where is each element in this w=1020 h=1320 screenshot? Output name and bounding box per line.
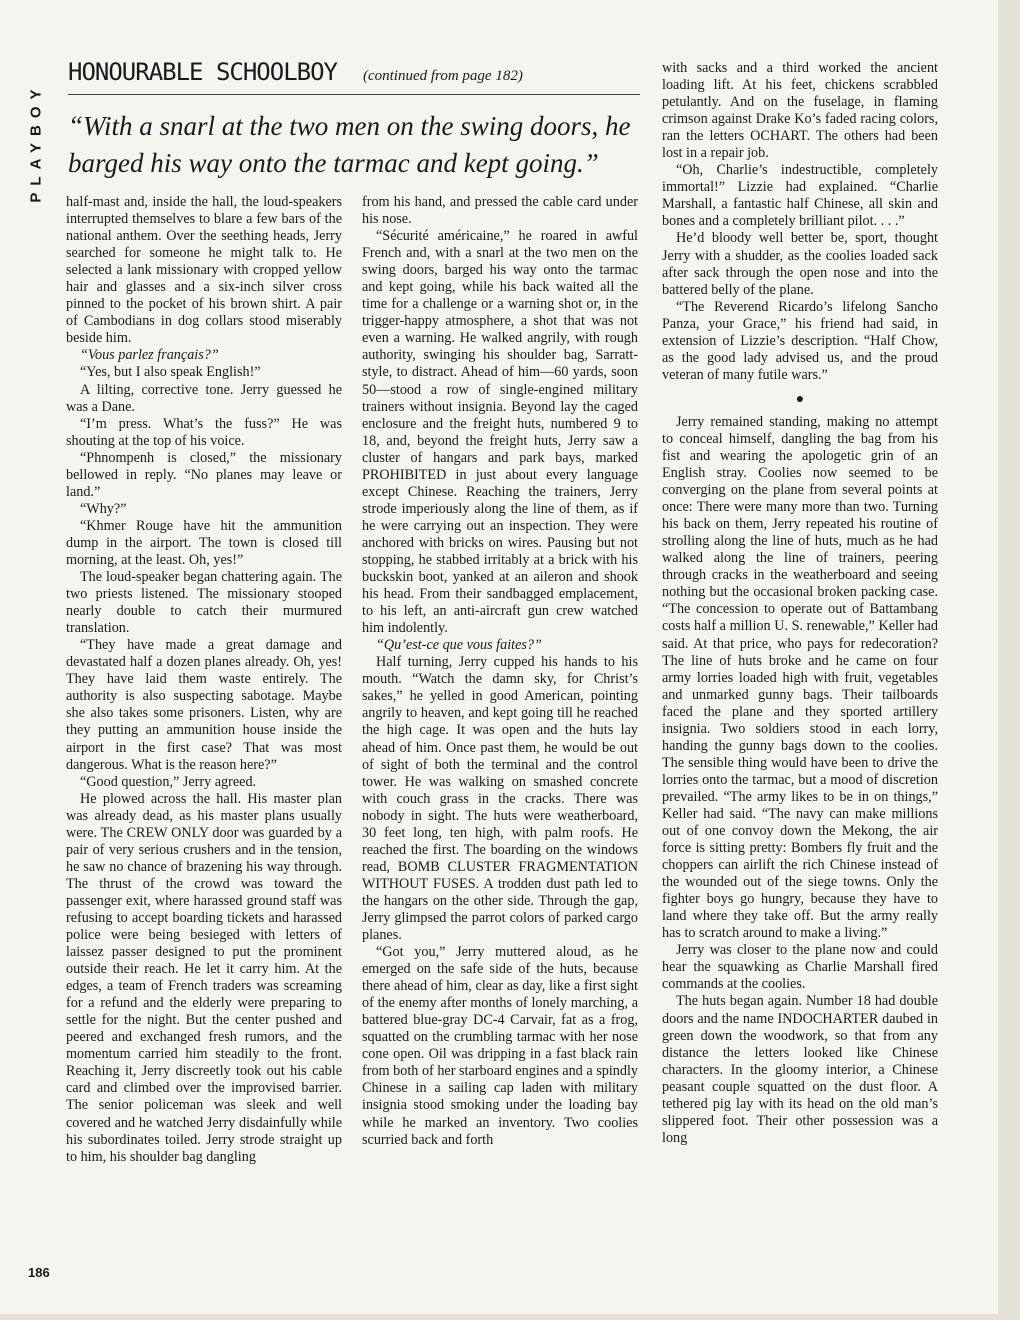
magazine-name — [24, 62, 48, 222]
paragraph: from his hand, and pressed the cable card under his nose. — [362, 194, 638, 228]
column-2 — [362, 194, 638, 1149]
paragraph: Half turning, Jerry cupped his hands to his mouth. “Watch the damn sky, for Christ’s sakes,” he yelled in good American, pointing angrily to heaven, and kept going till he reached the high cage. It was open and the huts lay ahead of him. Once past them, he would be out of sight of both the terminal and the control tower. He was walking on smashed concrete with couch grass in the cracks. There was nobody in sight. The huts were weatherboard, 30 feet long, ten high, with palm roofs. He reached the first. The boarding on the windows read, BOMB CLUSTER FRAGMENTATION WITHOUT FUSES. A trodden dust path led to the hangars on the other side. Through the gap, Jerry glimpsed the parrot colors of parked cargo planes. — [362, 654, 638, 944]
paragraph: “I’m press. What’s the fuss?” He was shouting at the top of his voice. — [66, 415, 342, 449]
paragraph: He plowed across the hall. His master plan was already dead, as his master plans usually were. The CREW ONLY door was guarded by a pair of very serious crushers and in the tension, he saw no chance of brazening his way through. The thrust of the crowd was toward the passenger exit, where harassed ground staff was refusing to accept boarding tickets and harassed police were being besieged with letters of laissez passer designed to put the prominent outside their reach. He let it carry him. At the edges, a team of French traders was screaming for a refund and the elderly were preparing to settle for the night. But the center pushed and peered and exchanged fresh rumors, and the momentum carried him steadily to the front. Reaching it, Jerry discreetly took out his cable card and climbed over the improvised barrier. The senior policeman was sleek and well covered and he watched Jerry disdainfully while his subordinates toiled. Jerry strode straight up to him, his shoulder bag dangling — [66, 790, 342, 1165]
paragraph: “Khmer Rouge have hit the ammunition dump in the airport. The town is closed till morning, at the least. Oh, yes!” — [66, 517, 342, 568]
paragraph: “Sécurité américaine,” he roared in awful French and, with a snarl at the two men on the swing doors, barged his way onto the tarmac and kept going, while his back waited all the time for a challenge or a warning shot or, in the trigger-happy atmosphere, a shot that was not even a warning. He walked angrily, with rough authority, swinging his shoulder bag, Sarratt-style, to distract. Ahead of him—60 yards, soon 50—stood a row of single-engined military trainers without insignia. Beyond lay the caged enclosure and the freight huts, numbered 9 to 18, and, beyond the freight huts, Jerry saw a cluster of hangars and park bays, marked PROHIBITED in just about every language except Chinese. Reaching the trainers, Jerry strode imperiously along the line of them, as if he were carrying out an inspection. They were anchored with bricks on wires. Pausing but not stopping, he stabbed irritably at a brick with his buckskin boot, yanked at an aileron and shook his head. From their sandbagged emplacement, to his left, an anti-aircraft gun crew watched him indolently. — [362, 228, 638, 637]
paragraph: Jerry remained standing, making no attempt to conceal himself, dangling the bag from his fist and wearing the apologetic grin of an English stray. Coolies now seemed to be converging on the plane from several points at once: There were many more than two. Turning his back on them, Jerry repeated his routine of strolling along the line of huts, much as he had walked along the line of trainers, peering through cracks in the weatherboard and seeing nothing but the occasional broken packing case. “The concession to operate out of Battambang costs half a million U. S. renewable,” Keller had said. At that price, who pays for redecoration? The line of huts broke and he came on four army lorries loaded high with fruit, vegetables and unmarked gunny bags. Their tailboards faced the plane and they sported artillery insignia. Two soldiers stood in each lorry, handing the gunny bags down to the coolies. The sensible thing would have been to drive the lorries onto the tarmac, but a mood of discretion prevailed. “The army likes to be in on things,” Keller had said. “The navy can make millions out of one convoy down the Mekong, the air force is sitting pretty: Bombers fly fruit and the choppers can airlift the rich Chinese instead of the wounded out of the siege towns. Only the fighter boys go hungry, because they have to land where they take off. But the army really has to scratch around to make a living.” — [662, 413, 938, 942]
paragraph: “Why?” — [80, 500, 127, 517]
paragraph: He’d bloody well better be, sport, thought Jerry with a shudder, as the coolies loaded sack after sack through the open nose and into the battered belly of the plane. — [662, 230, 938, 298]
page-bottom-edge — [0, 1314, 1020, 1320]
story-title: HONOURABLE SCHOOLBOY — [68, 58, 337, 86]
paragraph: The huts began again. Number 18 had double doors and the name INDOCHARTER daubed in green down the woodwork, so that from any distance the letters looked like Chinese characters. In the gloomy interior, a Chinese peasant couple squatted on the dust floor. A tethered pig lay with its head on the old man’s slippered foot. Their other possession was a long — [662, 993, 938, 1146]
header-rule — [68, 94, 640, 95]
paragraph: “Good question,” Jerry agreed. — [80, 773, 257, 790]
paragraph: “Qu’est-ce que vous faites?” — [376, 637, 542, 654]
paragraph: A lilting, corrective tone. Jerry guessed he was a Dane. — [66, 381, 342, 415]
section-break-bullet: ● — [795, 391, 805, 407]
magazine-name-text: PLAYBOY — [27, 81, 45, 203]
paragraph: “Yes, but I also speak English!” — [80, 364, 261, 381]
paragraph: with sacks and a third worked the ancient loading lift. At his feet, chickens scrabbled petulantly. And on the fuselage, in flaming crimson against Drake Ko’s faded racing colors, ran the letters OCHART. The others had been lost in a repair job. — [662, 60, 938, 162]
pull-quote: “With a snarl at the two men on the swing doors, he barged his way onto the tarmac and kept going.” — [68, 111, 631, 178]
story-header — [68, 58, 640, 95]
paragraph: half-mast and, inside the hall, the loud-speakers interrupted themselves to blare a few bars of the national anthem. Over the seething heads, Jerry searched for someone he might talk to. He selected a lank missionary with cropped yellow hair and glasses and a six-inch silver cross pinned to the pocket of his brown shirt. A pair of Cambodians in dog collars stood miserably beside him. — [66, 194, 342, 347]
paragraph: “They have made a great damage and devastated half a dozen planes already. Oh, yes! They have laid them waste entirely. The authority is also suspecting sabotage. Maybe she also takes some prisoners. Listen, why are they putting an ammunition house inside the airport in the first case? That was most dangerous. What is the reason here?” — [66, 637, 342, 773]
paragraph: “Vous parlez français?” — [80, 347, 219, 364]
paragraph: “Phnompenh is closed,” the missionary bellowed in reply. “No planes may leave or land.” — [66, 449, 342, 500]
page-edge — [998, 0, 1020, 1320]
paragraph: “Oh, Charlie’s indestructible, completely immortal!” Lizzie had explained. “Charlie Marshall, a fantastic half Chinese, all skin and bones and a completely brilliant pilot. . . .” — [662, 162, 938, 230]
paragraph: “Got you,” Jerry muttered aloud, as he emerged on the safe side of the huts, because there ahead of him, clear as day, like a first sight of the enemy after months of lonely marching, a battered blue-gray DC-4 Carvair, fat as a frog, squatted on the crumbling tarmac with her nose cone open. Oil was dripping in a fast black rain from both of her starboard engines and a spindly Chinese in a sailing cap laden with military insignia stood smoking under the loading bay while he marked an inventory. Two coolies scurried back and forth — [362, 944, 638, 1148]
column-1 — [66, 194, 342, 1166]
continued-note: (continued from page 182) — [362, 68, 523, 84]
column-3 — [662, 60, 938, 1147]
paragraph: The loud-speaker began chattering again. The two priests listened. The missionary stooped nearly double to catch their murmured translation. — [66, 569, 342, 637]
page-number: 186 — [28, 1265, 50, 1280]
paragraph: Jerry was closer to the plane now and could hear the squawking as Charlie Marshall fired commands at the coolies. — [662, 942, 938, 993]
paragraph: “The Reverend Ricardo’s lifelong Sancho Panza, your Grace,” his friend had said, in extension of Lizzie’s description. “Half Chow, as the good lady advised us, and the proud veteran of many futile wars.” — [662, 298, 938, 383]
